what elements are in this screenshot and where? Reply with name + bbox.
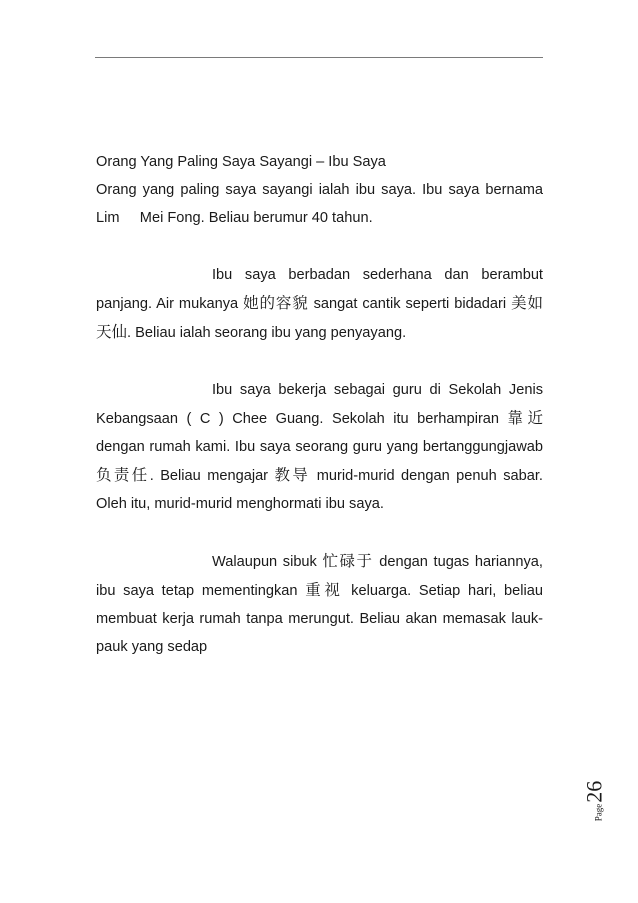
paragraph-1-text-b: Mei Fong. Beliau berumur 40 tahun. [139,210,373,227]
paragraph-2-text-c: . Beliau ialah seorang ibu yang penyayang. [127,325,407,342]
chinese-phrase: 美如天仙 [96,294,543,342]
chinese-phrase: 教导 [274,466,311,485]
page-number-value: 26 [581,780,606,803]
paragraph-2-text-b: sangat cantik seperti bidadari [308,296,512,312]
paragraph-1 [96,176,543,232]
page-label: Page [593,803,603,822]
paragraph-3-text-a: Ibu saya bekerja sebagai guru di Sekolah Jenis Kebangsaan ( C ) Chee Guang. Sekolah itu berhampiran [96,381,543,427]
chinese-phrase: 她的容貌 [243,294,309,312]
paragraph-3-text-c: . Beliau mengajar [149,468,275,485]
chinese-phrase: 靠近 [507,408,543,427]
page-number-rotated [581,781,607,822]
paragraph-3-text-b: dengan rumah kami. Ibu saya seorang guru yang bertanggungjawab [96,439,543,455]
paragraph-4-text-a: Walaupun sibuk [212,553,323,570]
chinese-phrase: 忙碌于 [322,551,374,570]
essay-title: Orang Yang Paling Saya Sayangi – Ibu Saya [96,154,386,170]
paragraph-3-text-d: murid-murid dengan penuh sabar. Oleh itu, murid-murid menghormati ibu saya. [96,468,543,513]
paragraph-4-text-c: keluarga. Setiap hari, beliau membuat kerja rumah tanpa merungut. Beliau akan memasak lauk-pauk yang sedap [96,583,543,656]
page-number [582,770,606,832]
paragraph-2 [96,261,543,348]
paragraph-4-text-b: dengan tugas hariannya, ibu saya tetap mementingkan [96,553,543,599]
chinese-phrase: 负责任 [96,466,150,485]
chinese-phrase: 重视 [305,581,344,599]
document-body [96,148,543,662]
paragraph-1-text-a: Orang yang paling saya sayangi ialah ibu saya. Ibu saya bernama Lim [96,182,543,227]
header-rule [95,57,543,58]
paragraph-3 [96,376,543,519]
paragraph-2-text-a: Ibu saya berbadan sederhana dan berambut panjang. Air mukanya [96,266,543,312]
paragraph-4 [96,547,543,662]
